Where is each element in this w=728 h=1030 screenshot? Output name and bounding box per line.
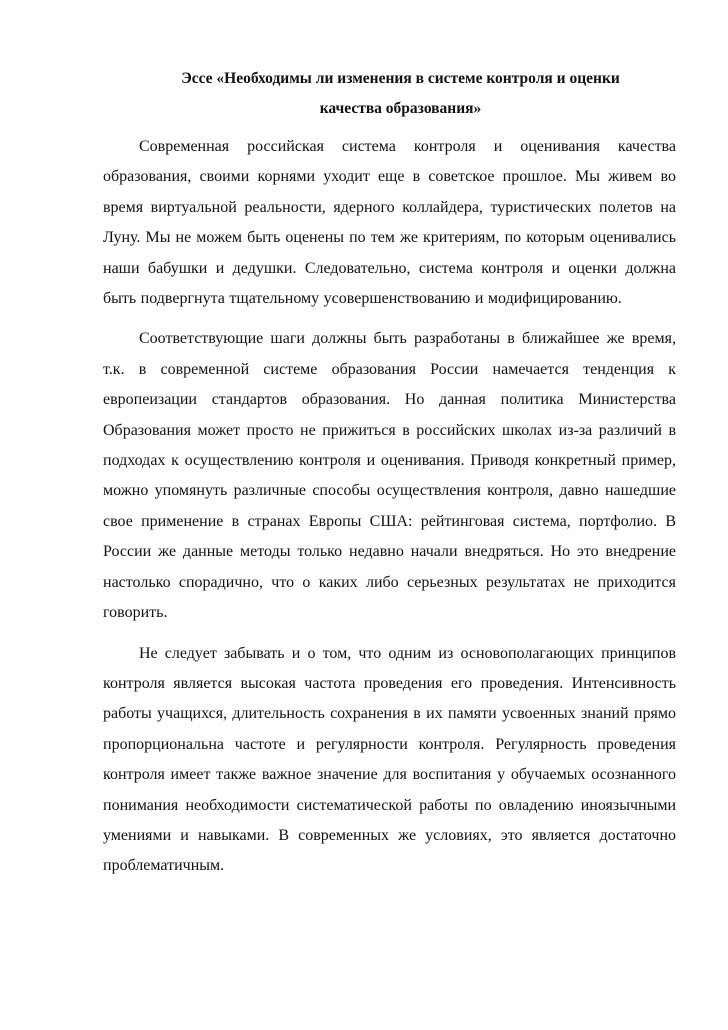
paragraph-2: Соответствующие шаги должны быть разработаны в ближайшее же время, т.к. в современной системе образования России намечается тенденция к европеизации стандартов образования. Но данная политика Министерства Образования может просто не прижиться в российских школах из-за различий в подходах к осуществлению контроля и оценивания. Приводя конкретный пример, можно упомянуть различные способы осуществления контроля, давно нашедшие свое применение в странах Европы США: рейтинговая система, портфолио. В России же данные методы только недавно начали внедряться. Но это внедрение настолько спорадично, что о каких либо серьезных результатах не приходится говорить. — [103, 330, 676, 622]
essay-title-line-1: Эссе «Необходимы ли изменения в системе контроля и оценки — [181, 70, 620, 87]
essay-title-line-2: качества образования» — [319, 100, 482, 117]
document-page — [103, 64, 676, 892]
paragraph-1: Современная российская система контроля и оценивания качества образования, своими корнями уходит еще в советское прошлое. Мы живем во время виртуальной реальности, ядерного коллайдера, туристических полетов на Луну. Мы не можем быть оценены по тем же критериям, по которым оценивались наши бабушки и дедушки. Следовательно, система контроля и оценки должна быть подвергнута тщательному усовершенствованию и модифицированию. — [103, 138, 676, 308]
paragraph-3: Не следует забывать и о том, что одним из основополагающих принципов контроля является высокая частота проведения его проведения. Интенсивность работы учащихся, длительность сохранения в их памяти усвоенных знаний прямо пропорциональна частоте и регулярности контроля. Регулярность проведения контроля имеет также важное значение для воспитания у обучаемых осознанного понимания необходимости систематической работы по овладению иноязычными умениями и навыками. В современных же условиях, это является достаточно проблематичным. — [103, 644, 676, 875]
essay-title — [103, 64, 676, 124]
